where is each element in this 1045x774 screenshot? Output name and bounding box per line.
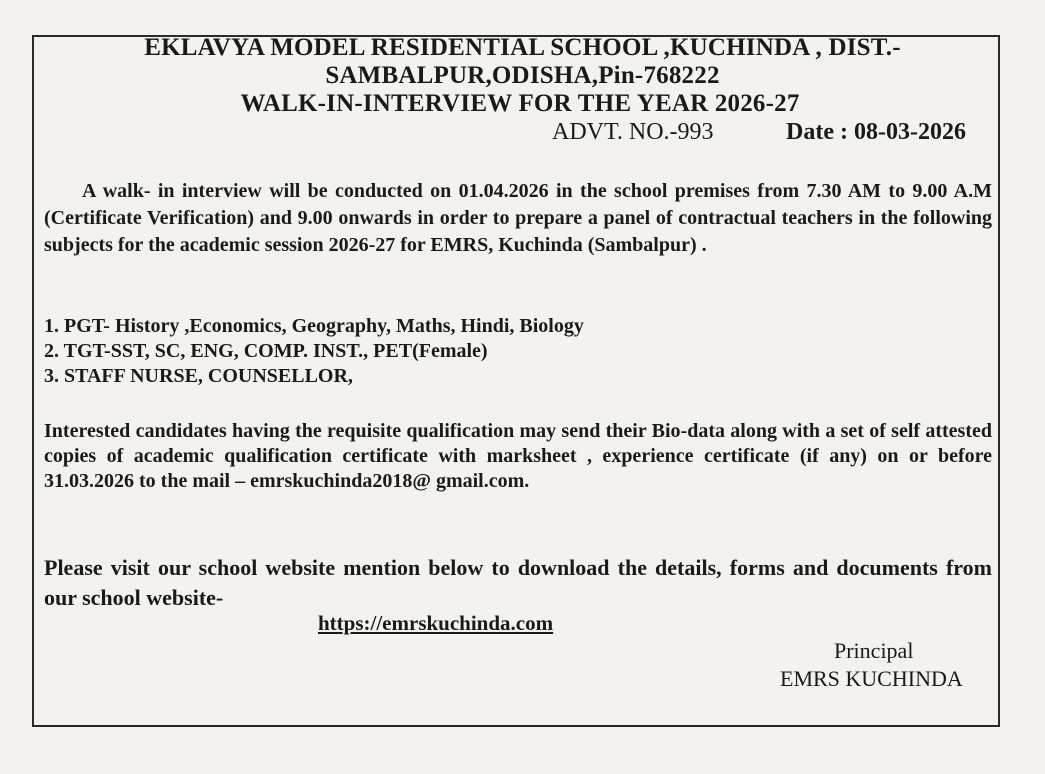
visit-paragraph: Please visit our school website mention below to download the details, forms and documents from our school website-: [44, 555, 992, 610]
advertisement-number: ADVT. NO.-993: [552, 119, 714, 145]
list-item: 3. STAFF NURSE, COUNSELLOR,: [44, 365, 353, 387]
school-address-line2: SAMBALPUR,ODISHA,Pin-768222: [325, 62, 720, 89]
list-item: 1. PGT- History ,Economics, Geography, Maths, Hindi, Biology: [44, 315, 584, 337]
instructions-paragraph: Interested candidates having the requisite qualification may send their Bio-data along with a set of self attested copies of academic qualification certificate with marksheet , experience certificate (if any) on or before 31.03.2026 to the mail – emrskuchinda2018@ gmail.com.: [44, 420, 992, 492]
school-website-link[interactable]: https://emrskuchinda.com: [318, 611, 554, 635]
notice-title: WALK-IN-INTERVIEW FOR THE YEAR 2026-27: [240, 90, 800, 117]
school-name-line1: EKLAVYA MODEL RESIDENTIAL SCHOOL ,KUCHINDA , DIST.-: [144, 34, 901, 61]
intro-paragraph: A walk- in interview will be conducted on 01.04.2026 in the school premises from 7.30 AM to 9.00 A.M (Certificate Verification) and 9.00 onwards in order to prepare a panel of contractual teachers in the following subjects for the academic session 2026-27 for EMRS, Kuchinda (Sambalpur) .: [44, 180, 992, 256]
signatory-org: EMRS KUCHINDA: [780, 666, 963, 691]
list-item: 2. TGT-SST, SC, ENG, COMP. INST., PET(Female): [44, 340, 488, 362]
posts-list: [44, 314, 584, 389]
notice-date: Date : 08-03-2026: [786, 119, 966, 145]
signatory-title: Principal: [834, 638, 914, 663]
